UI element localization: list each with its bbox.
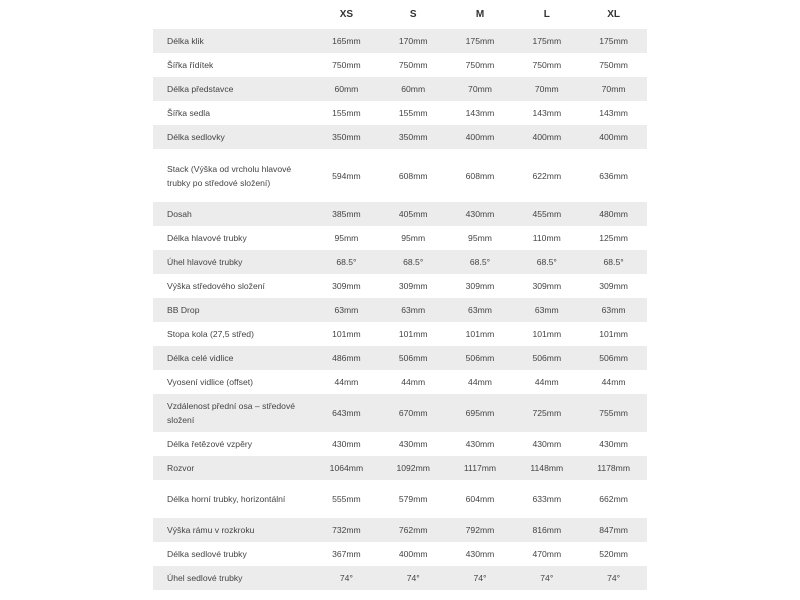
table-cell: 101mm xyxy=(599,329,628,339)
table-cell: 430mm xyxy=(398,439,428,449)
table-cell: 430mm xyxy=(332,439,361,449)
table-cell: 350mm xyxy=(332,132,361,142)
table-row xyxy=(153,566,647,590)
table-cell: 594mm xyxy=(332,170,361,181)
row-label: Délka sedlové trubky xyxy=(167,549,247,559)
table-cell: 143mm xyxy=(599,108,628,118)
table-cell: 63mm xyxy=(401,305,426,315)
table-cell: 1092mm xyxy=(396,463,430,473)
table-cell: 480mm xyxy=(599,209,628,219)
table-row xyxy=(153,53,647,77)
table-cell: 455mm xyxy=(532,209,562,219)
table-cell: 400mm xyxy=(532,132,562,142)
row-label: Délka řetězové vzpěry xyxy=(167,439,253,449)
table-cell: 309mm xyxy=(465,281,495,291)
table-cell: 506mm xyxy=(398,353,428,363)
table-row xyxy=(153,29,647,53)
table-cell: 44mm xyxy=(601,377,626,387)
table-cell: 750mm xyxy=(465,60,495,70)
table-cell: 520mm xyxy=(599,549,628,559)
table-cell: 400mm xyxy=(599,132,628,142)
table-cell: 670mm xyxy=(398,408,428,418)
table-cell: 101mm xyxy=(465,329,495,339)
table-row xyxy=(153,518,647,542)
table-row xyxy=(153,101,647,125)
table-cell: 506mm xyxy=(599,353,628,363)
size-header-l: L xyxy=(543,9,550,20)
table-cell: 101mm xyxy=(532,329,562,339)
row-label: Vzdálenost přední osa – středové složení xyxy=(167,401,296,425)
table-cell: 44mm xyxy=(401,377,426,387)
row-label: Výška rámu v rozkroku xyxy=(167,525,255,535)
table-cell: 309mm xyxy=(398,281,428,291)
table-cell: 750mm xyxy=(398,60,428,70)
table-cell: 486mm xyxy=(332,353,361,363)
table-cell: 110mm xyxy=(532,233,561,243)
table-cell: 309mm xyxy=(599,281,628,291)
table-row xyxy=(153,298,647,322)
geometry-table xyxy=(153,0,647,590)
table-cell: 579mm xyxy=(398,494,428,504)
table-cell: 405mm xyxy=(398,209,428,219)
table-row xyxy=(153,542,647,566)
table-cell: 633mm xyxy=(532,494,562,504)
table-row xyxy=(153,322,647,346)
table-cell: 732mm xyxy=(332,525,361,535)
table-cell: 68.5° xyxy=(469,257,491,267)
table-cell: 762mm xyxy=(398,525,428,535)
row-label: Délka hlavové trubky xyxy=(167,233,247,243)
table-cell: 350mm xyxy=(398,132,428,142)
table-cell: 74° xyxy=(540,573,554,583)
table-cell: 95mm xyxy=(468,233,492,243)
table-cell: 367mm xyxy=(332,549,361,559)
table-cell: 430mm xyxy=(465,549,495,559)
row-label: Šířka sedla xyxy=(167,108,210,118)
table-cell: 68.5° xyxy=(603,257,624,267)
table-cell: 430mm xyxy=(532,439,562,449)
table-cell: 695mm xyxy=(465,408,495,418)
table-cell: 63mm xyxy=(534,305,559,315)
size-header-row xyxy=(153,0,647,29)
table-cell: 44mm xyxy=(334,377,359,387)
table-cell: 847mm xyxy=(599,525,628,535)
row-label: Úhel hlavové trubky xyxy=(167,257,243,267)
table-body xyxy=(153,29,647,590)
row-label: Vyosení vidlice (offset) xyxy=(167,377,253,387)
row-label: Délka celé vidlice xyxy=(167,353,234,363)
table-cell: 68.5° xyxy=(336,257,357,267)
table-cell: 143mm xyxy=(465,108,495,118)
table-cell: 725mm xyxy=(532,408,562,418)
row-label: Stopa kola (27,5 střed) xyxy=(167,329,254,339)
table-cell: 430mm xyxy=(465,439,495,449)
table-cell: 95mm xyxy=(401,233,426,243)
size-header-xs: XS xyxy=(339,9,354,20)
table-cell: 643mm xyxy=(332,408,361,418)
size-header-s: S xyxy=(409,9,417,20)
table-cell: 1064mm xyxy=(329,463,364,473)
table-cell: 506mm xyxy=(465,353,495,363)
row-label: Stack (Výška od vrcholu hlavové trubky po středové složení) xyxy=(167,163,292,188)
table-cell: 430mm xyxy=(465,209,495,219)
table-cell: 750mm xyxy=(532,60,562,70)
row-label: Šířka řídítek xyxy=(167,60,214,70)
table-cell: 74° xyxy=(607,573,621,583)
row-label: Rozvor xyxy=(167,463,195,473)
table-row xyxy=(153,480,647,518)
table-cell: 792mm xyxy=(465,525,495,535)
table-cell: 608mm xyxy=(398,170,428,181)
table-row xyxy=(153,202,647,226)
table-row xyxy=(153,250,647,274)
table-row xyxy=(153,346,647,370)
table-row xyxy=(153,456,647,480)
table-row xyxy=(153,394,647,432)
table-cell: 400mm xyxy=(465,132,495,142)
table-cell: 309mm xyxy=(332,281,361,291)
row-label: Délka klik xyxy=(167,36,204,46)
table-cell: 755mm xyxy=(599,408,628,418)
table-cell: 74° xyxy=(406,573,420,583)
table-cell: 155mm xyxy=(398,108,428,118)
table-cell: 63mm xyxy=(601,305,626,315)
table-cell: 430mm xyxy=(599,439,628,449)
table-cell: 44mm xyxy=(468,377,492,387)
table-row xyxy=(153,370,647,394)
table-cell: 165mm xyxy=(332,36,361,46)
row-label: Délka sedlovky xyxy=(167,132,225,142)
row-label: Dosah xyxy=(167,209,192,219)
row-label: Úhel sedlové trubky xyxy=(167,573,243,583)
row-label: Délka horní trubky, horizontální xyxy=(167,494,286,504)
table-cell: 68.5° xyxy=(403,257,424,267)
table-row xyxy=(153,125,647,149)
table-cell: 816mm xyxy=(532,525,562,535)
table-cell: 1178mm xyxy=(597,463,630,473)
table-cell: 636mm xyxy=(599,170,628,181)
table-cell: 70mm xyxy=(534,84,559,94)
table-cell: 101mm xyxy=(398,329,428,339)
table-cell: 604mm xyxy=(465,494,495,504)
table-row xyxy=(153,149,647,202)
table-row xyxy=(153,274,647,298)
table-cell: 63mm xyxy=(468,305,492,315)
table-cell: 63mm xyxy=(334,305,359,315)
table-cell: 70mm xyxy=(601,84,626,94)
table-cell: 60mm xyxy=(401,84,426,94)
size-header-xl: XL xyxy=(607,9,620,20)
table-row xyxy=(153,226,647,250)
row-label: Délka představce xyxy=(167,84,234,94)
row-label: Výška středového složení xyxy=(167,281,265,291)
table-cell: 74° xyxy=(339,573,353,583)
table-row xyxy=(153,432,647,456)
table-cell: 70mm xyxy=(468,84,492,94)
table-cell: 385mm xyxy=(332,209,361,219)
table-cell: 750mm xyxy=(599,60,628,70)
row-label: BB Drop xyxy=(167,305,200,315)
table-cell: 470mm xyxy=(532,549,562,559)
table-cell: 68.5° xyxy=(536,257,557,267)
table-cell: 74° xyxy=(473,573,487,583)
table-row xyxy=(153,77,647,101)
table-cell: 125mm xyxy=(599,233,628,243)
table-cell: 44mm xyxy=(534,377,559,387)
size-header-m: M xyxy=(475,9,485,20)
table-cell: 175mm xyxy=(599,36,628,46)
table-cell: 1117mm xyxy=(463,463,497,473)
table-cell: 60mm xyxy=(334,84,359,94)
table-cell: 400mm xyxy=(398,549,428,559)
table-cell: 143mm xyxy=(532,108,562,118)
table-cell: 155mm xyxy=(332,108,361,118)
table-cell: 608mm xyxy=(465,170,495,181)
table-cell: 750mm xyxy=(332,60,361,70)
table-cell: 506mm xyxy=(532,353,562,363)
table-cell: 170mm xyxy=(398,36,428,46)
table-cell: 555mm xyxy=(332,494,361,504)
table-cell: 95mm xyxy=(334,233,359,243)
table-cell: 622mm xyxy=(532,170,562,181)
table-cell: 101mm xyxy=(332,329,361,339)
table-cell: 175mm xyxy=(532,36,562,46)
table-cell: 662mm xyxy=(599,494,628,504)
table-cell: 309mm xyxy=(532,281,562,291)
table-cell: 175mm xyxy=(465,36,495,46)
table-cell: 1148mm xyxy=(530,463,564,473)
